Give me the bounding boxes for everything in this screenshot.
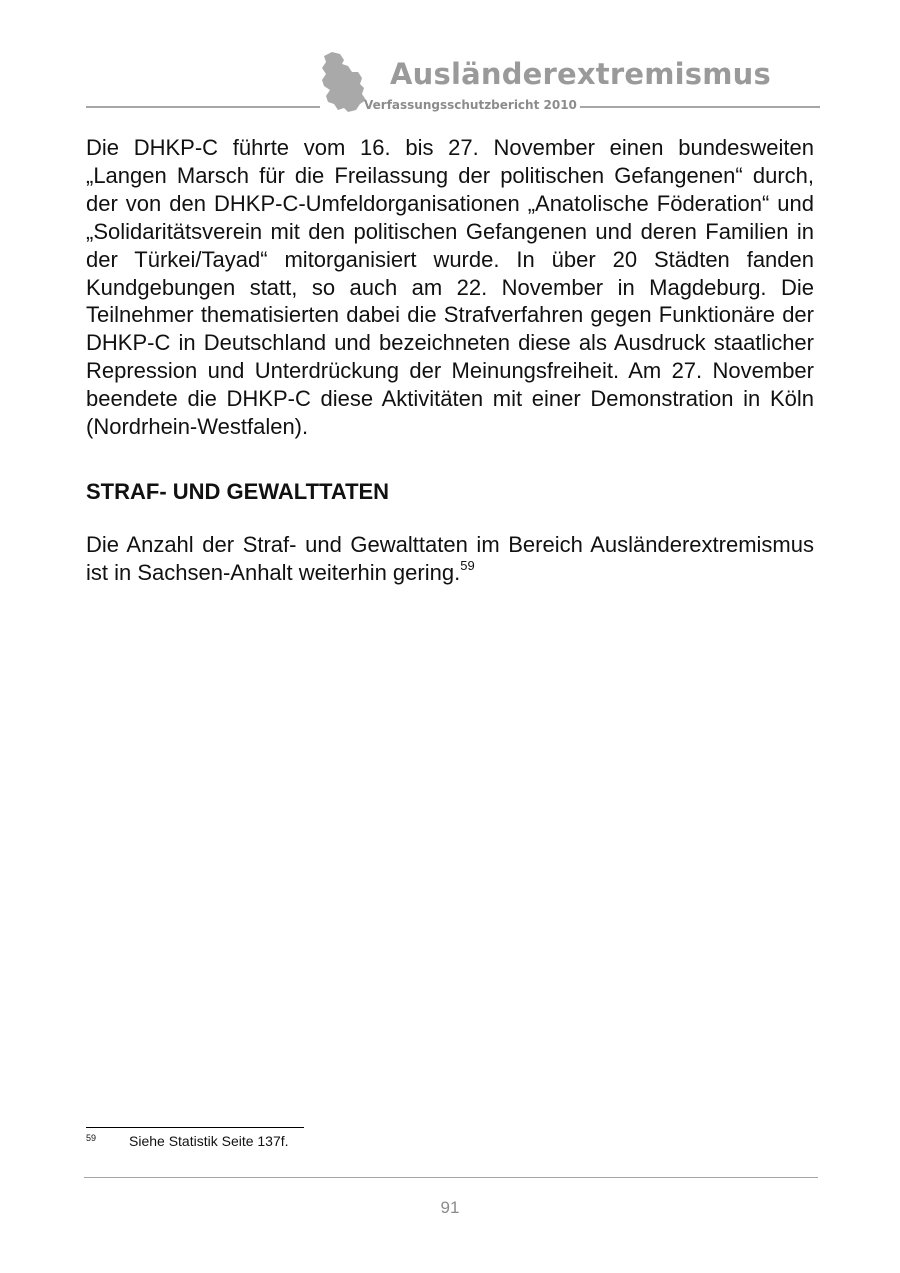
footnote bbox=[86, 1133, 289, 1149]
main-content bbox=[86, 134, 814, 587]
footnote-text: Siehe Statistik Seite 137f. bbox=[129, 1133, 289, 1149]
footnote-number: 59 bbox=[86, 1133, 97, 1143]
page-header bbox=[0, 0, 900, 120]
sachsen-anhalt-map-icon bbox=[318, 50, 370, 114]
body-paragraph bbox=[86, 531, 814, 587]
page-number: 91 bbox=[440, 1198, 460, 1217]
header-rule-left bbox=[86, 106, 320, 108]
footer-rule bbox=[84, 1177, 818, 1178]
footnote-separator bbox=[86, 1127, 304, 1128]
section-heading: STRAF- UND GEWALTTATEN bbox=[86, 478, 390, 504]
header-subtitle: Verfassungsschutzbericht 2010 bbox=[364, 98, 577, 112]
footnote-reference: 59 bbox=[460, 557, 475, 573]
header-rule-right bbox=[580, 106, 820, 108]
header-title: Ausländerextremismus bbox=[390, 57, 771, 91]
paragraph-text: Die Anzahl der Straf- und Gewalttaten im Bereich Ausländerextremismus ist in Sachsen-Anhalt weiterhin gering. bbox=[86, 531, 814, 585]
body-paragraph: Die DHKP-C führte vom 16. bis 27. November einen bundesweiten „Langen Marsch für die Freilassung der politischen Gefangenen“ durch, der von den DHKP-C-Umfeldorganisationen „Anatolische Föderation“ und „Solidaritätsverein mit den politischen Gefangenen und deren Familien in der Türkei/Tayad“ mitorganisiert wurde. In über 20 Städten fanden Kundgebungen statt, so auch am 22. November in Magdeburg. Die Teilnehmer thematisierten dabei die Strafverfahren gegen Funktionäre der DHKP-C in Deutschland und bezeichneten diese als Ausdruck staatlicher Repression und Unterdrückung der Meinungsfreiheit. Am 27. November beendete die DHKP-C diese Aktivitäten mit einer Demonstration in Köln (Nordrhein-Westfalen). bbox=[86, 135, 814, 440]
